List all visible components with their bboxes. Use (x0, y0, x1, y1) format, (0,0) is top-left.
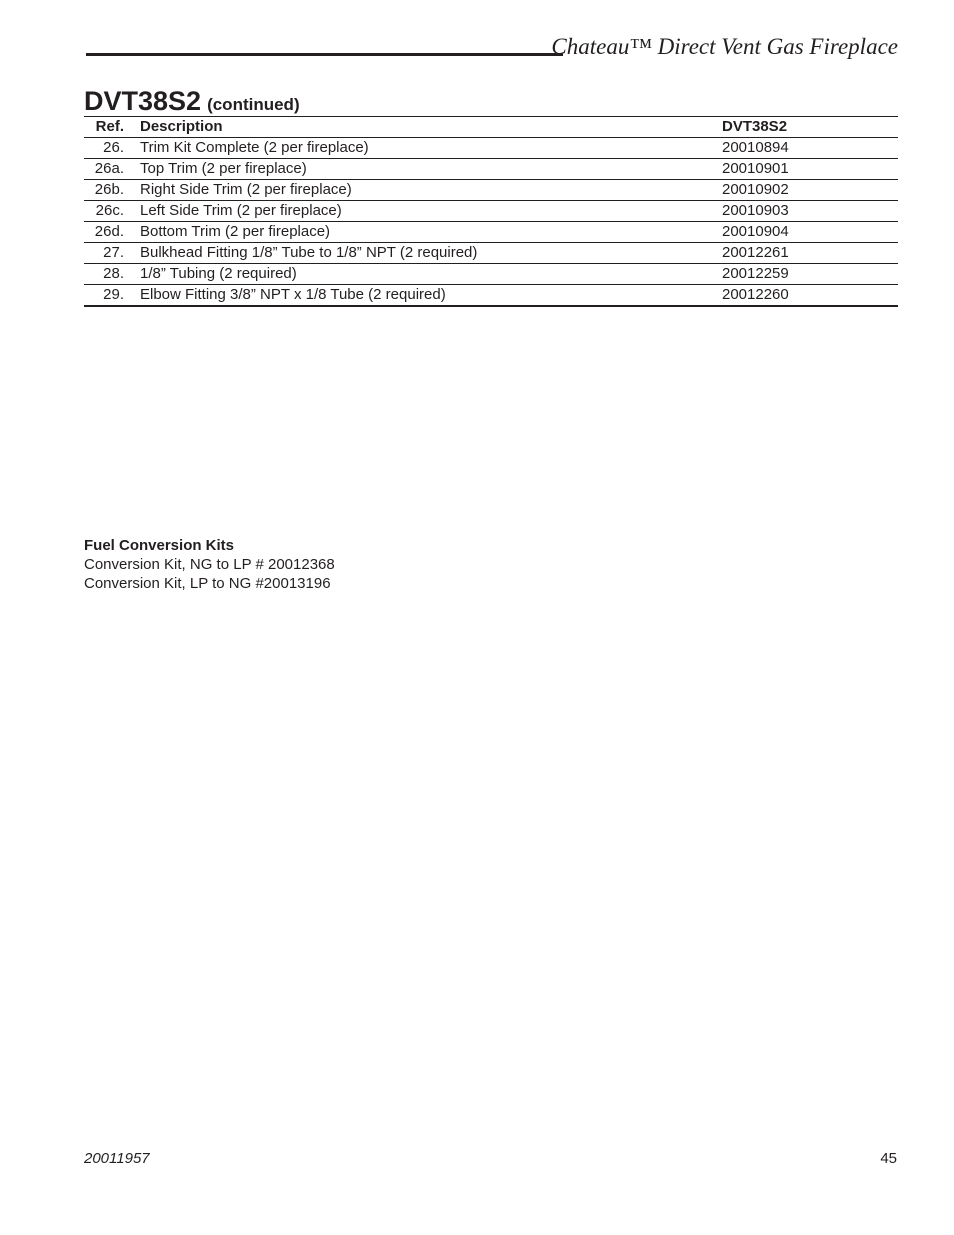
model-name: DVT38S2 (84, 86, 202, 116)
row-part-number: 20010894 (722, 138, 898, 159)
table-row (84, 180, 898, 201)
section-heading (84, 86, 300, 117)
row-part-number: 20012259 (722, 264, 898, 285)
column-header-ref: Ref. (84, 117, 124, 138)
row-description: Bulkhead Fitting 1/8” Tube to 1/8” NPT (2 required) (124, 243, 722, 264)
row-description: Top Trim (2 per fireplace) (124, 159, 722, 180)
table-row (84, 201, 898, 222)
row-part-number: 20010904 (722, 222, 898, 243)
fuel-conversion-section (84, 536, 335, 593)
row-ref: 26b. (84, 180, 124, 201)
parts-table (84, 116, 898, 307)
footer-document-number: 20011957 (84, 1150, 150, 1167)
fuel-conversion-title: Fuel Conversion Kits (84, 537, 235, 554)
row-ref: 26c. (84, 201, 124, 222)
row-part-number: 20010903 (722, 201, 898, 222)
fuel-conversion-line: Conversion Kit, NG to LP # 20012368 (84, 556, 335, 573)
table-row (84, 264, 898, 285)
row-part-number: 20012260 (722, 285, 898, 307)
row-part-number: 20010901 (722, 159, 898, 180)
table-row (84, 285, 898, 307)
fuel-conversion-line: Conversion Kit, LP to NG #20013196 (84, 575, 331, 592)
continued-label: (continued) (207, 95, 300, 114)
column-header-part-number: DVT38S2 (722, 117, 898, 138)
table-row (84, 159, 898, 180)
document-title: Chateau™ Direct Vent Gas Fireplace (551, 34, 898, 59)
table-row (84, 138, 898, 159)
row-description: Right Side Trim (2 per fireplace) (124, 180, 722, 201)
footer-page-number: 45 (880, 1150, 897, 1167)
row-ref: 27. (84, 243, 124, 264)
row-part-number: 20012261 (722, 243, 898, 264)
column-header-description: Description (124, 117, 722, 138)
row-description: Elbow Fitting 3/8” NPT x 1/8 Tube (2 required) (124, 285, 722, 307)
row-description: Bottom Trim (2 per fireplace) (124, 222, 722, 243)
row-ref: 26a. (84, 159, 124, 180)
table-header-row (84, 117, 898, 138)
row-ref: 28. (84, 264, 124, 285)
row-description: Left Side Trim (2 per fireplace) (124, 201, 722, 222)
row-ref: 29. (84, 285, 124, 307)
header-rule (86, 53, 563, 56)
row-ref: 26d. (84, 222, 124, 243)
row-description: 1/8” Tubing (2 required) (124, 264, 722, 285)
table-row (84, 222, 898, 243)
table-row (84, 243, 898, 264)
row-description: Trim Kit Complete (2 per fireplace) (124, 138, 722, 159)
row-ref: 26. (84, 138, 124, 159)
row-part-number: 20010902 (722, 180, 898, 201)
